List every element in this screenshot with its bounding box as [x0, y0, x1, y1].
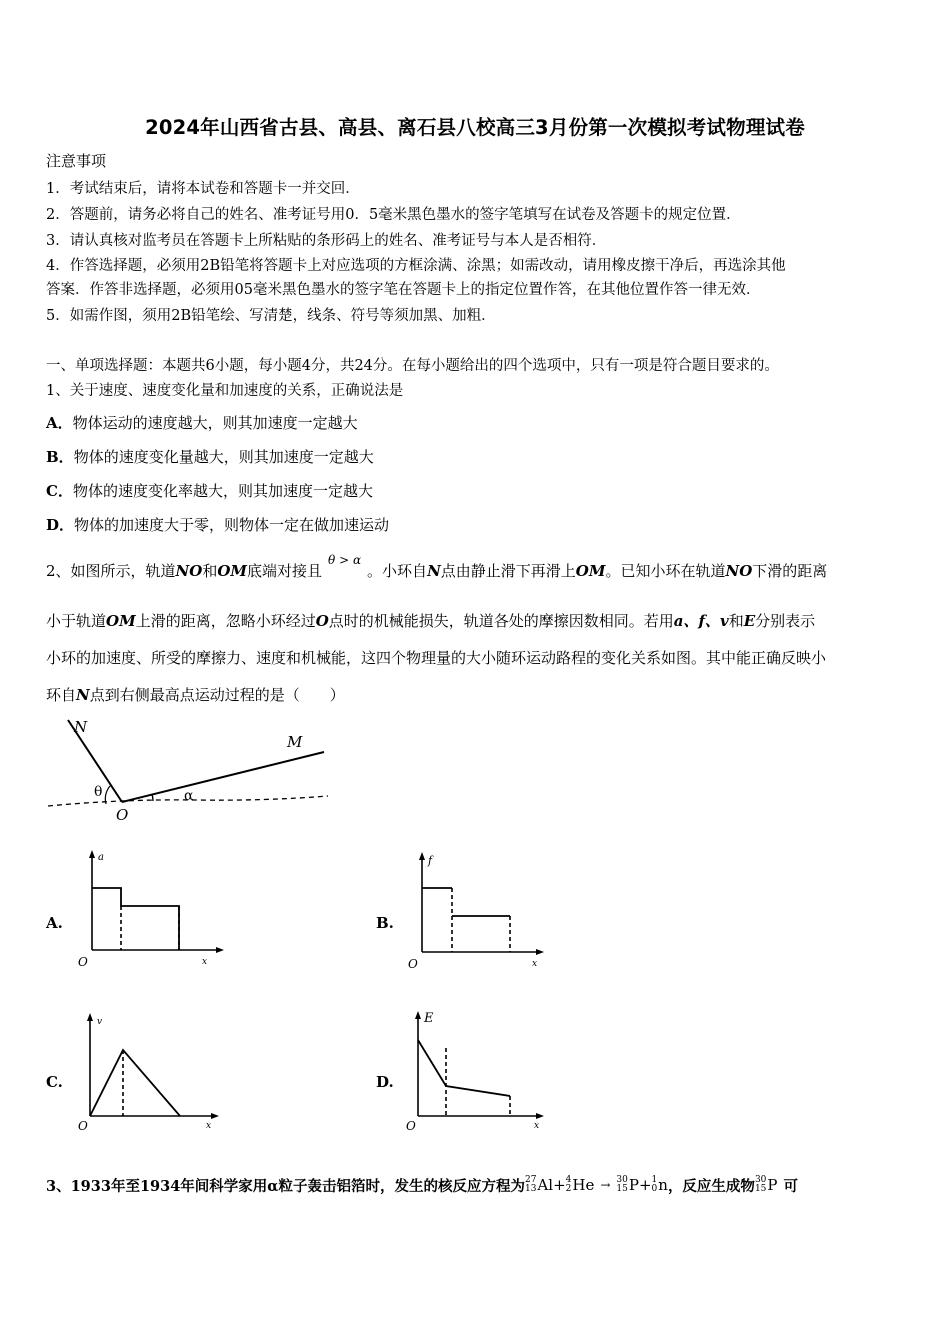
- option-text: 物体的加速度大于零，则物体一定在做加速运动: [74, 516, 390, 534]
- x-label: x: [534, 1121, 540, 1131]
- option-label: D．: [46, 516, 75, 534]
- point-n: N: [76, 686, 90, 704]
- q2-option-b-label: B.: [376, 914, 394, 932]
- q2-option-d-label: D.: [376, 1073, 394, 1091]
- x-arrow-icon: [536, 949, 544, 955]
- q2-line-2: [46, 610, 815, 631]
- origin-label: O: [78, 1119, 88, 1132]
- atomic-number: 15: [616, 1184, 628, 1194]
- plus-sign: +: [638, 1176, 652, 1194]
- graph-c: [74, 1008, 234, 1132]
- q3-text: 3、1933年至1934年间科学家用α粒子轰击铝箔时，发生的核反应方程为: [46, 1177, 525, 1195]
- label-n: N: [74, 718, 88, 736]
- track-om: OM: [217, 562, 248, 580]
- atomic-number: 2: [565, 1184, 572, 1194]
- point-o: O: [315, 612, 329, 630]
- q2-text: 。已知小环在轨道: [605, 562, 726, 580]
- mass-number: 30: [616, 1175, 628, 1185]
- q2-text: 底端对接且: [247, 562, 323, 580]
- element-p: P: [628, 1176, 639, 1194]
- option-text: 物体的速度变化量越大，则其加速度一定越大: [73, 448, 374, 466]
- notice-item-3: 3．请认真核对监考员在答题卡上所粘贴的条形码上的姓名、准考证号与本人是否相符．: [46, 233, 607, 249]
- q1-option-d: [46, 514, 389, 535]
- paper-title: 2024年山西省古县、高县、离石县八校高三3月份第一次模拟考试物理试卷: [145, 116, 805, 139]
- q1-option-c: [46, 480, 373, 501]
- symbol-e: E: [743, 612, 756, 630]
- atomic-number: 13: [524, 1184, 537, 1194]
- point-n: N: [427, 562, 441, 580]
- origin-label: O: [406, 1119, 416, 1132]
- q2-text: 点由静止滑下再滑上: [440, 562, 576, 580]
- q2-text: 点时的机械能损失，轨道各处的摩擦因数相同。若用: [328, 612, 674, 630]
- option-text: 物体运动的速度越大，则其加速度一定越大: [72, 414, 358, 432]
- q1-option-b: [46, 446, 374, 467]
- graph-d-curve: [418, 1040, 510, 1096]
- atomic-number: 0: [651, 1184, 658, 1194]
- neutron: n: [658, 1176, 668, 1194]
- y-label: a: [98, 852, 104, 863]
- theta-arc: [105, 786, 110, 804]
- p-nuclide: [616, 1176, 627, 1194]
- x-arrow-icon: [536, 1113, 544, 1119]
- notice-item-2: 2．答题前，请务必将自己的姓名、准考证号用0．5毫米黑色墨水的签字笔填写在试卷及答题卡的规定位置．: [46, 207, 741, 223]
- graph-c-curve: [90, 1050, 180, 1116]
- arrow-icon: →: [600, 1178, 611, 1192]
- nuclear-equation: [525, 1176, 668, 1194]
- notice-item-4-cont: 答案．作答非选择题，必须用05毫米黑色墨水的签字笔在答题卡上的指定位置作答，在其他位置作答一律无效．: [46, 282, 761, 298]
- y-label: f: [428, 854, 433, 867]
- y-arrow-icon: [415, 1011, 421, 1019]
- y-label: v: [97, 1017, 103, 1027]
- x-label: x: [202, 957, 208, 967]
- al-nuclide: [525, 1176, 536, 1194]
- he-nuclide: [566, 1176, 572, 1194]
- track-om: OM: [106, 612, 136, 630]
- option-label: B．: [46, 448, 74, 466]
- symbols: a、f、v: [673, 612, 729, 630]
- track-om: OM: [575, 562, 606, 580]
- origin-label: O: [408, 957, 418, 971]
- notice-item-4: 4．作答选择题，必须用2B铅笔将答题卡上对应选项的方框涂满、涂黑；如需改动，请用橡皮擦干净后，再选涂其他: [46, 258, 786, 274]
- q2-line-4: [46, 684, 345, 705]
- y-arrow-icon: [89, 850, 95, 858]
- x-arrow-icon: [211, 1113, 219, 1119]
- graph-a-curve: [92, 888, 179, 950]
- track-no: NO: [725, 562, 753, 580]
- q1-stem: 1、关于速度、速度变化量和加速度的关系，正确说法是: [46, 383, 404, 399]
- element-p: P: [767, 1176, 778, 1194]
- option-label: C．: [46, 482, 73, 500]
- label-theta: θ: [94, 784, 103, 800]
- y-arrow-icon: [87, 1013, 93, 1021]
- option-label: A．: [46, 414, 73, 432]
- x-label: x: [532, 959, 538, 969]
- mass-number: 4: [565, 1175, 572, 1185]
- mass-number: 1: [651, 1175, 658, 1185]
- origin-label: O: [78, 955, 88, 969]
- track-no: NO: [175, 562, 203, 580]
- q1-option-a: [46, 412, 358, 433]
- label-alpha: α: [184, 788, 194, 804]
- section-heading: 一、单项选择题：本题共6小题，每小题4分，共24分。在每小题给出的四个选项中，只有一项是符合题目要求的。: [46, 358, 779, 374]
- q2-text: 环自: [46, 686, 77, 704]
- q3-line-1: [46, 1168, 798, 1202]
- y-label: E: [424, 1011, 434, 1026]
- q2-text: 和: [202, 562, 218, 580]
- element-he: He: [572, 1176, 595, 1194]
- q2-text: 上滑的距离，忽略小环经过: [135, 612, 316, 630]
- n-nuclide: [652, 1176, 658, 1194]
- y-arrow-icon: [419, 852, 425, 860]
- q3-text: ，反应生成物: [667, 1177, 755, 1195]
- x-arrow-icon: [216, 947, 224, 953]
- label-o: O: [116, 806, 129, 824]
- q2-text: 分别表示: [755, 612, 816, 630]
- q2-line-1: [46, 553, 828, 581]
- option-text: 物体的速度变化率越大，则其加速度一定越大: [72, 482, 373, 500]
- mass-number: 27: [524, 1175, 537, 1185]
- x-label: x: [206, 1121, 212, 1131]
- p-nuclide: [755, 1176, 766, 1194]
- graph-d: [404, 1006, 564, 1132]
- q2-option-a-label: A.: [46, 914, 63, 932]
- q2-text: 和: [728, 612, 744, 630]
- product-nuclide: [755, 1176, 778, 1194]
- q2-text: 小于轨道: [46, 612, 107, 630]
- q2-text: 点到右侧最高点运动过程的是（ ）: [89, 686, 345, 704]
- graph-b: [404, 850, 564, 972]
- label-m: M: [287, 733, 303, 751]
- alpha-arc: [152, 794, 153, 801]
- q2-text: 。小环自: [367, 562, 428, 580]
- atomic-number: 15: [754, 1184, 767, 1194]
- notice-heading: 注意事项: [46, 152, 107, 170]
- q3-text: 可: [783, 1177, 798, 1195]
- notice-item-5: 5．如需作图，须用2B铅笔绘、写清楚，线条、符号等须加黑、加粗．: [46, 308, 496, 324]
- q2-line-3: 小环的加速度、所受的摩擦力、速度和机械能，这四个物理量的大小随环运动路程的变化关系如图。其中能正确反映小: [46, 649, 827, 667]
- element-al: Al: [537, 1176, 554, 1194]
- q2-option-c-label: C.: [46, 1073, 63, 1091]
- plus-sign: +: [553, 1176, 566, 1194]
- track-figure: [44, 712, 334, 827]
- mass-number: 30: [754, 1175, 767, 1185]
- notice-item-1: 1．考试结束后，请将本试卷和答题卡一并交回．: [46, 181, 360, 197]
- graph-a: [74, 848, 234, 970]
- q2-text: 2、如图所示，轨道: [46, 562, 176, 580]
- q2-text: 下滑的距离: [752, 562, 828, 580]
- angle-condition: θ > α: [328, 553, 362, 567]
